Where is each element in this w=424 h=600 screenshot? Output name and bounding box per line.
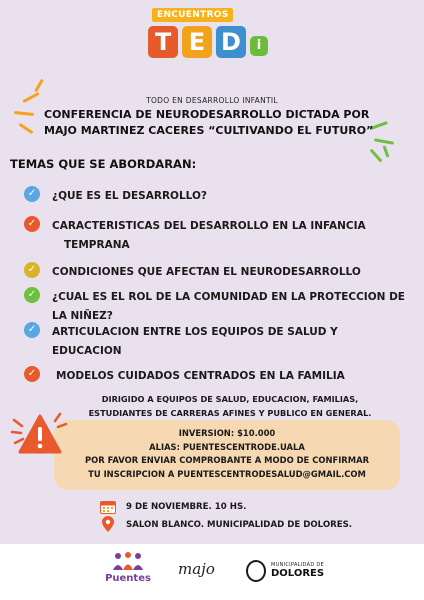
- topic-item: [24, 287, 420, 327]
- topic-text: CONDICIONES QUE AFECTAN EL NEURODESARROLLO: [52, 266, 361, 278]
- topic-text-line-2: EDUCACION: [52, 345, 122, 357]
- topic-text: [52, 288, 414, 326]
- topic-text-line-2: LA NIÑEZ?: [52, 310, 113, 322]
- sponsor-footer: [0, 544, 424, 600]
- audience-line-2: ESTUDIANTES DE CARRERAS AFINES Y PUBLICO EN GENERAL.: [88, 408, 372, 418]
- ted-logo: [148, 8, 276, 104]
- topic-text-line-1: ARTICULACION ENTRE LOS EQUIPOS DE SALUD Y: [52, 326, 338, 338]
- audience-text: [80, 392, 380, 420]
- topic-text-line-1: ¿CUAL ES EL ROL DE LA COMUNIDAD EN LA PROTECCION DE: [52, 291, 405, 303]
- puentes-figures-icon: [100, 550, 156, 572]
- sunburst-right-4: [383, 145, 390, 157]
- sunburst-left-2: [14, 111, 34, 116]
- sunburst-left-1: [22, 92, 39, 103]
- check-icon: ✓: [24, 216, 40, 232]
- muni-label-small: MUNICIPALIDAD DE: [271, 562, 324, 568]
- puentes-logo: [100, 550, 156, 594]
- sunburst-left-3: [19, 123, 34, 134]
- topic-text: ¿QUE ES EL DESARROLLO?: [52, 190, 207, 202]
- heading-line-2: MAJO MARTINEZ CACERES “CULTIVANDO EL FUTURO”: [44, 124, 374, 137]
- location-pin-icon: [102, 516, 114, 532]
- majo-logo: majo: [178, 560, 215, 578]
- topic-item: [24, 322, 420, 362]
- topics-title: TEMAS QUE SE ABORDARAN:: [10, 157, 197, 171]
- event-date: 9 DE NOVIEMBRE. 10 HS.: [126, 502, 247, 512]
- logo-tag: ENCUENTROS: [152, 8, 233, 22]
- municipal-seal-icon: [246, 560, 266, 582]
- topic-text: MODELOS CUIDADOS CENTRADOS EN LA FAMILIA: [56, 370, 345, 382]
- logo-tile-t: T: [148, 26, 178, 58]
- sunburst-right-2: [374, 138, 394, 144]
- payment-box: [54, 420, 400, 490]
- payment-alias: ALIAS: PUENTESCENTRODE.UALA: [149, 441, 305, 452]
- sunburst-left-4: [34, 79, 44, 93]
- event-place: SALON BLANCO. MUNICIPALIDAD DE DOLORES.: [126, 520, 353, 530]
- check-icon: ✓: [24, 262, 40, 278]
- warning-icon: [10, 410, 70, 460]
- sunburst-right-3: [370, 149, 383, 163]
- payment-inversion: INVERSION: $10.000: [178, 428, 276, 438]
- topic-text-line-1: CARACTERISTICAS DEL DESARROLLO EN LA INFANCIA: [52, 220, 366, 232]
- payment-instruction-2: TU INSCRIPCION A PUENTESCENTRODESALUD@GMAIL.COM: [88, 468, 366, 479]
- logo-tile-e: E: [182, 26, 212, 58]
- topic-text: [52, 217, 414, 255]
- check-icon: ✓: [24, 287, 40, 303]
- audience-line-1: DIRIGIDO A EQUIPOS DE SALUD, EDUCACION, FAMILIAS,: [101, 394, 359, 404]
- topic-item: [24, 216, 420, 256]
- logo-tile-d: D: [216, 26, 246, 58]
- municipalidad-logo: [246, 550, 336, 594]
- logo-subtitle: TODO EN DESARROLLO INFANTIL: [146, 96, 278, 105]
- payment-instruction-1: POR FAVOR ENVIAR COMPROBANTE A MODO DE CONFIRMAR: [84, 455, 370, 465]
- logo-tile-i: i: [250, 36, 268, 56]
- check-icon: ✓: [24, 186, 40, 202]
- topic-text-line-2: TEMPRANA: [64, 239, 130, 251]
- check-icon: ✓: [24, 322, 40, 338]
- conference-heading: [44, 107, 394, 139]
- payment-text: [54, 427, 400, 481]
- topic-text: [52, 323, 414, 361]
- check-icon: ✓: [24, 366, 40, 382]
- puentes-wordmark: Puentes: [105, 573, 151, 584]
- heading-line-1: CONFERENCIA DE NEURODESARROLLO DICTADA POR: [44, 108, 370, 121]
- muni-label-big: DOLORES: [271, 568, 325, 579]
- calendar-icon: [100, 500, 116, 514]
